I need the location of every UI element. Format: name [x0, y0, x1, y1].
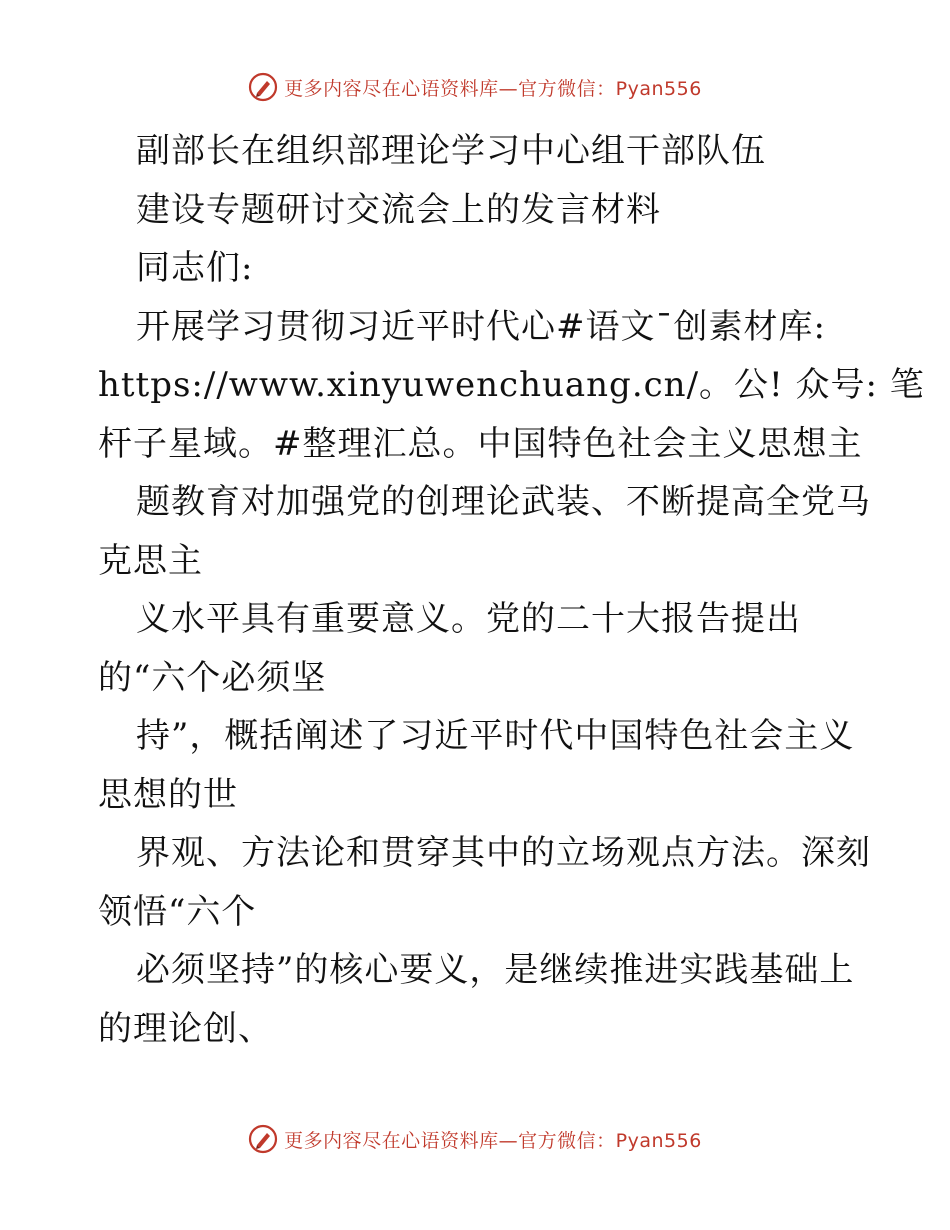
- text-line: 思想的世: [98, 774, 238, 815]
- text-line: 克思主: [98, 540, 203, 581]
- watermark-account: Pyan556: [615, 77, 702, 100]
- text-line: 同志们:: [136, 248, 254, 288]
- header-watermark: [0, 72, 950, 102]
- watermark-label: 更多内容尽在心语资料库—官方微信：: [284, 1129, 616, 1152]
- text-line: 界观、方法论和贯穿其中的立场观点方法。深刻: [136, 833, 871, 873]
- document-body: [98, 122, 925, 1058]
- pen-logo-icon: [248, 1124, 278, 1154]
- watermark-account: Pyan556: [615, 1129, 702, 1152]
- watermark-text: [284, 74, 702, 101]
- watermark-label: 更多内容尽在心语资料库—官方微信：: [284, 77, 616, 100]
- text-line: 的理论创、: [98, 1008, 273, 1049]
- text-line: 义水平具有重要意义。党的二十大报告提出: [136, 599, 801, 639]
- footer-watermark: [0, 1124, 950, 1154]
- text-line: 开展学习贯彻习近平时代心#语文¯创素材库:: [136, 306, 826, 347]
- text-line: 领悟“六个: [98, 891, 257, 932]
- text-line: https://www.xinyuwenchuang.cn/。公! 众号: 笔: [98, 365, 925, 405]
- pen-logo-icon: [248, 72, 278, 102]
- watermark-text: [284, 1126, 702, 1153]
- text-line: 杆子星域。#整理汇总。中国特色社会主义思想主: [98, 423, 863, 464]
- text-line: 建设专题研讨交流会上的发言材料: [136, 189, 661, 230]
- text-line: 题教育对加强党的创理论武装、不断提高全党马: [136, 482, 871, 522]
- text-line: 副部长在组织部理论学习中心组干部队伍: [136, 131, 766, 171]
- text-line: 的“六个必须坚: [98, 657, 327, 698]
- text-line: 必须坚持”的核心要义，是继续推进实践基础上: [136, 950, 855, 990]
- text-line: 持”，概括阐述了习近平时代中国特色社会主义: [136, 716, 855, 756]
